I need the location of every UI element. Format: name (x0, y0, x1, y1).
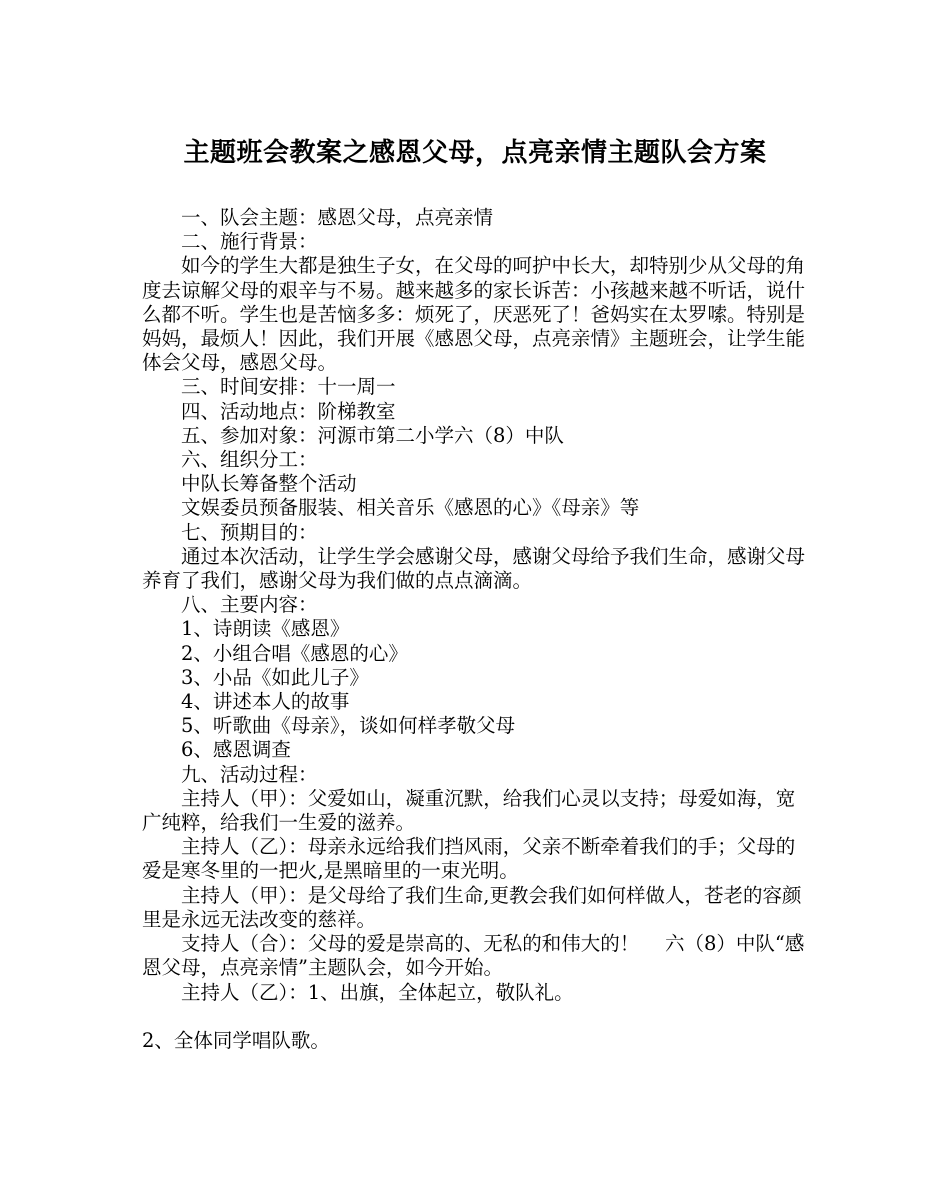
paragraph-goal-heading: 七、预期目的： (181, 520, 318, 544)
paragraph-time: 三、时间安排：十一周一 (181, 375, 396, 399)
paragraph-background: 如今的学生大都是独生子女，在父母的呵护中长大，却特别少从父母的角度去谅解父母的艰辛与不易。越来越多的家长诉苦：小孩越来越不听话，说什么都不听。学生也是苦恼多多：烦死了，厌恶死了！爸妈实在太罗嗦。特别是妈妈，最烦人！因此，我们开展《感恩父母，点亮亲情》主题班会，让学生能体会父母，感恩父母。 (142, 254, 806, 375)
list-item: 5、听歌曲《母亲》，谈如何样孝敬父母 (181, 714, 516, 738)
paragraph-host-together: 支持人（合）：父母的爱是崇高的、无私的和伟大的！ 六（8）中队“感恩父母，点亮亲情”主题队会，如今开始。 (142, 932, 805, 980)
paragraph-location: 四、活动地点：阶梯教室 (181, 399, 396, 423)
document-body (142, 206, 812, 1053)
paragraph-process-heading: 九、活动过程： (181, 762, 318, 786)
paragraph-division-leader: 中队长筹备整个活动 (181, 472, 357, 496)
paragraph-goal: 通过本次活动，让学生学会感谢父母，感谢父母给予我们生命，感谢父母养育了我们，感谢父母为我们做的点点滴滴。 (142, 544, 806, 593)
paragraph-division-heading: 六、组织分工： (181, 448, 318, 472)
paragraph-division-entertainment: 文娱委员预备服装、相关音乐《感恩的心》《母亲》等 (181, 496, 640, 520)
paragraph-host-b-1: 主持人（乙）：母亲永远给我们挡风雨，父亲不断牵着我们的手；父母的爱是寒冬里的一把火,是黑暗里的一束光明。 (142, 835, 796, 883)
paragraph-background-heading: 二、施行背景： (181, 230, 318, 254)
list-item: 4、讲述本人的故事 (181, 690, 350, 714)
list-item: 2、小组合唱《感恩的心》 (181, 641, 408, 665)
document-title: 主题班会教案之感恩父母，点亮亲情主题队会方案 (183, 138, 767, 168)
paragraph-theme: 一、队会主题：感恩父母，点亮亲情 (181, 206, 494, 229)
paragraph-host-a-1: 主持人（甲）：父爱如山，凝重沉默，给我们心灵以支持；母爱如海，宽广纯粹，给我们一生爱的滋养。 (142, 786, 796, 835)
list-item: 6、感恩调查 (181, 738, 291, 762)
paragraph-content-heading: 八、主要内容： (181, 593, 318, 617)
paragraph-spacer (142, 1005, 812, 1029)
list-item: 1、诗朗读《感恩》 (181, 617, 350, 641)
paragraph-participants: 五、参加对象：河源市第二小学六（8）中队 (181, 423, 564, 447)
paragraph-host-a-2: 主持人（甲）：是父母给了我们生命,更教会我们如何样做人，苍老的容颜里是永远无法改变的慈祥。 (142, 883, 802, 931)
list-item: 3、小品《如此儿子》 (181, 665, 369, 689)
paragraph-last-line: 2、全体同学唱队歌。 (142, 1028, 330, 1052)
paragraph-host-b-2: 主持人（乙）：1、出旗，全体起立，敬队礼。 (181, 980, 574, 1004)
